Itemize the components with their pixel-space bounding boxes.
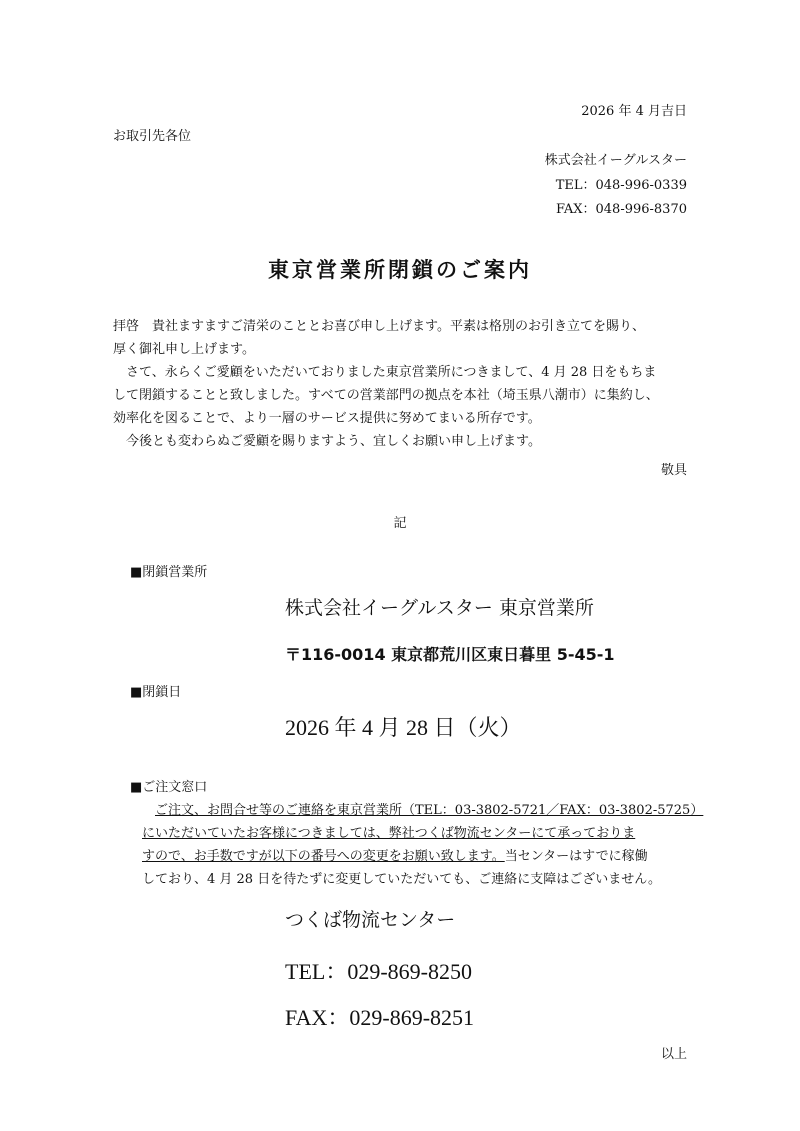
recipient: お取引先各位 [113, 129, 192, 144]
sender-company: 株式会社イーグルスター [544, 153, 687, 168]
order-contact-body [142, 799, 704, 891]
order-line: しており、4 月 28 日を待たずに変更していただいても、ご連絡に支障はございません。 [142, 872, 661, 887]
page-title: 東京営業所閉鎖のご案内 [268, 257, 532, 282]
closing-keigu: 敬具 [660, 463, 687, 478]
letter-date: 2026 年 4 月吉日 [581, 104, 687, 119]
center-name: つくば物流センター [285, 909, 456, 931]
closing-date-value: 2026 年 4 月 28 日（火） [285, 715, 522, 740]
order-line-rest: 当センターはすでに稼働 [504, 849, 648, 864]
body-line: さて、永らくご愛顧をいただいておりました東京営業所につきまして、4 月 28 日をもちま [126, 365, 657, 380]
body-line: 拝啓 貴社ますますご清栄のこととお喜び申し上げます。平素は格別のお引き立てを賜り、 [113, 319, 645, 334]
order-contact-heading: ■ご注文窓口 [130, 780, 208, 795]
sender-tel: TEL：048-996-0339 [555, 178, 687, 193]
closed-office-heading: ■閉鎖営業所 [130, 565, 208, 580]
closed-office-address: 〒116-0014 東京都荒川区東日暮里 5-45-1 [285, 645, 615, 664]
end-marker: 以上 [660, 1047, 687, 1062]
body-line: 今後とも変わらぬご愛顧を賜りますよう、宜しくお願い申し上げます。 [126, 434, 541, 449]
body-line: 効率化を図ることで、より一層のサービス提供に努めてまいる所存です。 [113, 411, 541, 426]
center-fax: FAX：029-869-8251 [285, 1005, 475, 1030]
body-line: して閉鎖することと致しました。すべての営業部門の拠点を本社（埼玉県八潮市）に集約し、 [113, 388, 659, 403]
order-line [142, 845, 697, 868]
order-line: ご注文、お問合せ等のご連絡を東京営業所（TEL：03-3802-5721／FAX：03-3802-5725） [155, 803, 704, 818]
closing-date-heading: ■閉鎖日 [130, 685, 182, 700]
letter-body [113, 315, 693, 453]
closed-office-name: 株式会社イーグルスター 東京営業所 [285, 597, 594, 619]
ki-marker: 記 [393, 516, 407, 531]
center-tel: TEL：029-869-8250 [285, 959, 472, 984]
body-line: 厚く御礼申し上げます。 [113, 342, 255, 357]
order-line: にいただいていたお客様につきましては、弊社つくば物流センターにて承っておりま [142, 826, 636, 841]
order-line-underlined: すので、お手数ですが以下の番号への変更をお願い致します。 [142, 849, 505, 864]
sender-fax: FAX：048-996-8370 [555, 202, 687, 217]
